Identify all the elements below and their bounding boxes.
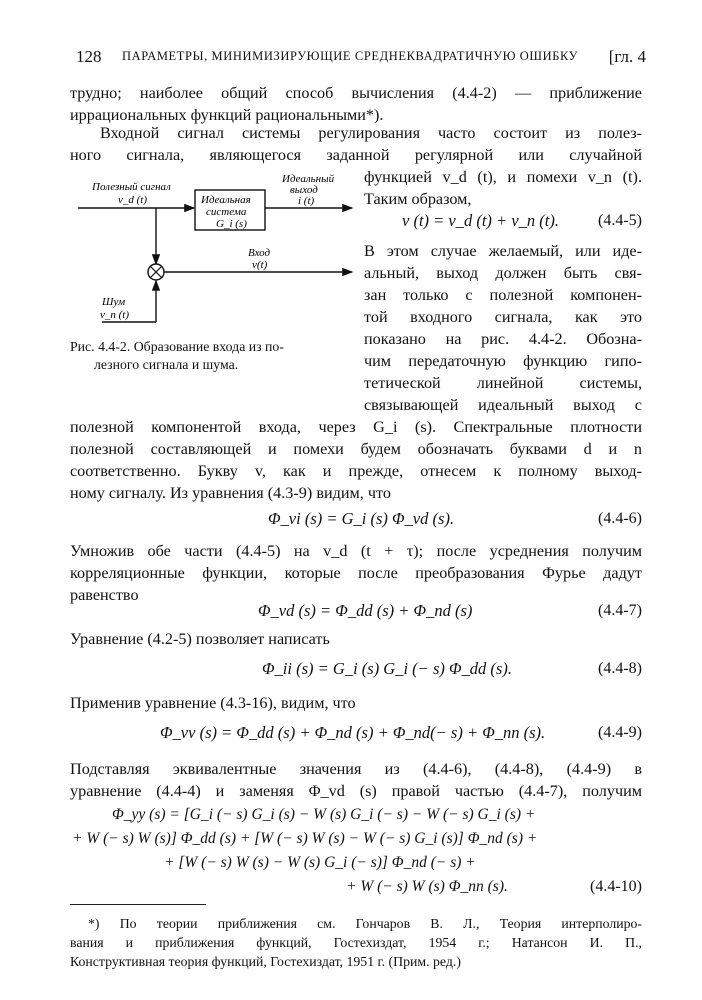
equation-4-4-9: Φ_vv (s) = Φ_dd (s) + Φ_nd (s) + Φ_nd(− s) + Φ_nn (s). — [160, 723, 546, 742]
text-line: тетической линейной системы, — [364, 374, 642, 392]
equation-number: (4.4-8) — [598, 660, 642, 677]
text-line: ному сигналу. Из уравнения (4.3-9) видим, что — [70, 484, 391, 502]
equation-number: (4.4-7) — [598, 602, 642, 619]
output-label: Идеальный — [282, 173, 335, 185]
text-line: В этом случае желаемый, или иде- — [364, 242, 642, 260]
text-line: ного сигнала, являющегося заданной регулярной или случайной — [70, 146, 642, 164]
equation-number: (4.4-6) — [598, 510, 642, 527]
noise-var: v_n (t) — [100, 309, 130, 321]
signal-var: v_d (t) — [118, 194, 148, 206]
input-label: v(t) — [252, 259, 268, 271]
signal-label: Полезный сигнал — [92, 181, 171, 193]
text-line: корреляционные функции, которые после преобразования Фурье дадут — [70, 564, 642, 582]
page-number: 128 — [76, 47, 102, 66]
footnote-rule — [70, 904, 206, 905]
text-line: связывающей идеальный выход с — [364, 396, 642, 414]
text-line: чим передаточную функцию гипо- — [364, 352, 642, 370]
text-line: альный, выход должен быть свя- — [364, 264, 642, 282]
text-line: функцией v_d (t), и помехи v_n (t). — [364, 168, 642, 186]
text-line: соответственно. Букву v, как и прежде, отнесем к полному выход- — [70, 462, 642, 480]
text-line: Умножив обе части (4.4-5) на v_d (t + τ); после усреднения получим — [70, 542, 642, 560]
text-line: Входной сигнал системы регулирования часто состоит из полез- — [100, 124, 642, 142]
equation-4-4-10-line: + [W (− s) W (s) − W (s) G_i (− s)] Φ_nd (− s) + — [164, 854, 476, 871]
block-label: G_i (s) — [216, 218, 247, 230]
equation-4-4-8: Φ_ii (s) = G_i (s) G_i (− s) Φ_dd (s). — [262, 659, 512, 678]
text-line: Таким образом, — [364, 190, 472, 208]
equation-4-4-6: Φ_vi (s) = G_i (s) Φ_vd (s). — [268, 509, 455, 528]
equation-4-4-10-line: + W (− s) W (s)] Φ_dd (s) + [W (− s) W (s) − W (− s) G_i (s)] Φ_nd (s) + — [72, 830, 538, 847]
block-label: система — [206, 206, 247, 218]
text-line: Применив уравнение (4.3-16), видим, что — [70, 694, 356, 712]
figure-caption: лезного сигнала и шума. — [94, 357, 239, 372]
text-line: Уравнение (4.2-5) позволяет написать — [70, 630, 330, 648]
text-line: полезной составляющей и помехи будем обозначать буквами d и n — [70, 440, 642, 458]
equation-4-4-10-line: Φ_yy (s) = [G_i (− s) G_i (s) − W (s) G_i (− s) − W (− s) G_i (s) + — [112, 806, 536, 823]
output-label: i (t) — [298, 195, 315, 207]
equation-number: (4.4-5) — [598, 212, 642, 229]
noise-label: Шум — [102, 296, 126, 308]
equation-4-4-7: Φ_vd (s) = Φ_dd (s) + Φ_nd (s) — [258, 601, 473, 620]
running-title: ПАРАМЕТРЫ, МИНИМИЗИРУЮЩИЕ СРЕДНЕКВАДРАТИЧНУЮ ОШИБКУ — [122, 49, 579, 63]
figure-caption: Рис. 4.4-2. Образование входа из по- — [70, 339, 284, 354]
equation-4-4-10-line: + W (− s) W (s) Φ_nn (s). — [346, 878, 508, 895]
block-label: Идеальная — [201, 194, 251, 206]
text-line: иррациональных функций рациональными*). — [70, 106, 384, 124]
text-line: полезной компонентой входа, через G_i (s). Спектральные плотности — [70, 418, 642, 436]
equation-number: (4.4-10) — [590, 878, 642, 895]
text-line: уравнение (4.4-4) и заменяя Φ_vd (s) правой частью (4.4-7), получим — [70, 782, 642, 800]
text-line: той входного сигнала, как это — [364, 308, 642, 326]
text-line: показано на рис. 4.4-2. Обозна- — [364, 330, 642, 348]
footnote-line: Конструктивная теория функций, Гостехиздат, 1951 г. (Прим. ред.) — [70, 954, 461, 969]
equation-number: (4.4-9) — [598, 724, 642, 741]
equation-4-4-5: v (t) = v_d (t) + v_n (t). — [402, 211, 559, 230]
text-line: равенство — [70, 586, 139, 604]
text-line: Подставляя эквивалентные значения из (4.4-6), (4.4-8), (4.4-9) в — [70, 760, 642, 778]
input-label: Вход — [248, 247, 271, 259]
block-diagram — [70, 172, 360, 332]
output-label: выход — [290, 184, 318, 196]
chapter-marker: [гл. 4 — [608, 47, 646, 66]
running-header — [76, 47, 646, 71]
footnote-line: *) По теории приближения см. Гончаров В. Л., Теория интерполиро- — [88, 916, 642, 931]
text-line: трудно; наиболее общий способ вычисления (4.4-2) — приближение — [70, 84, 642, 102]
text-line: зан только с полезной компонен- — [364, 286, 642, 304]
footnote-line: вания и приближения функций, Гостехиздат, 1954 г.; Натансон И. П., — [70, 935, 642, 950]
